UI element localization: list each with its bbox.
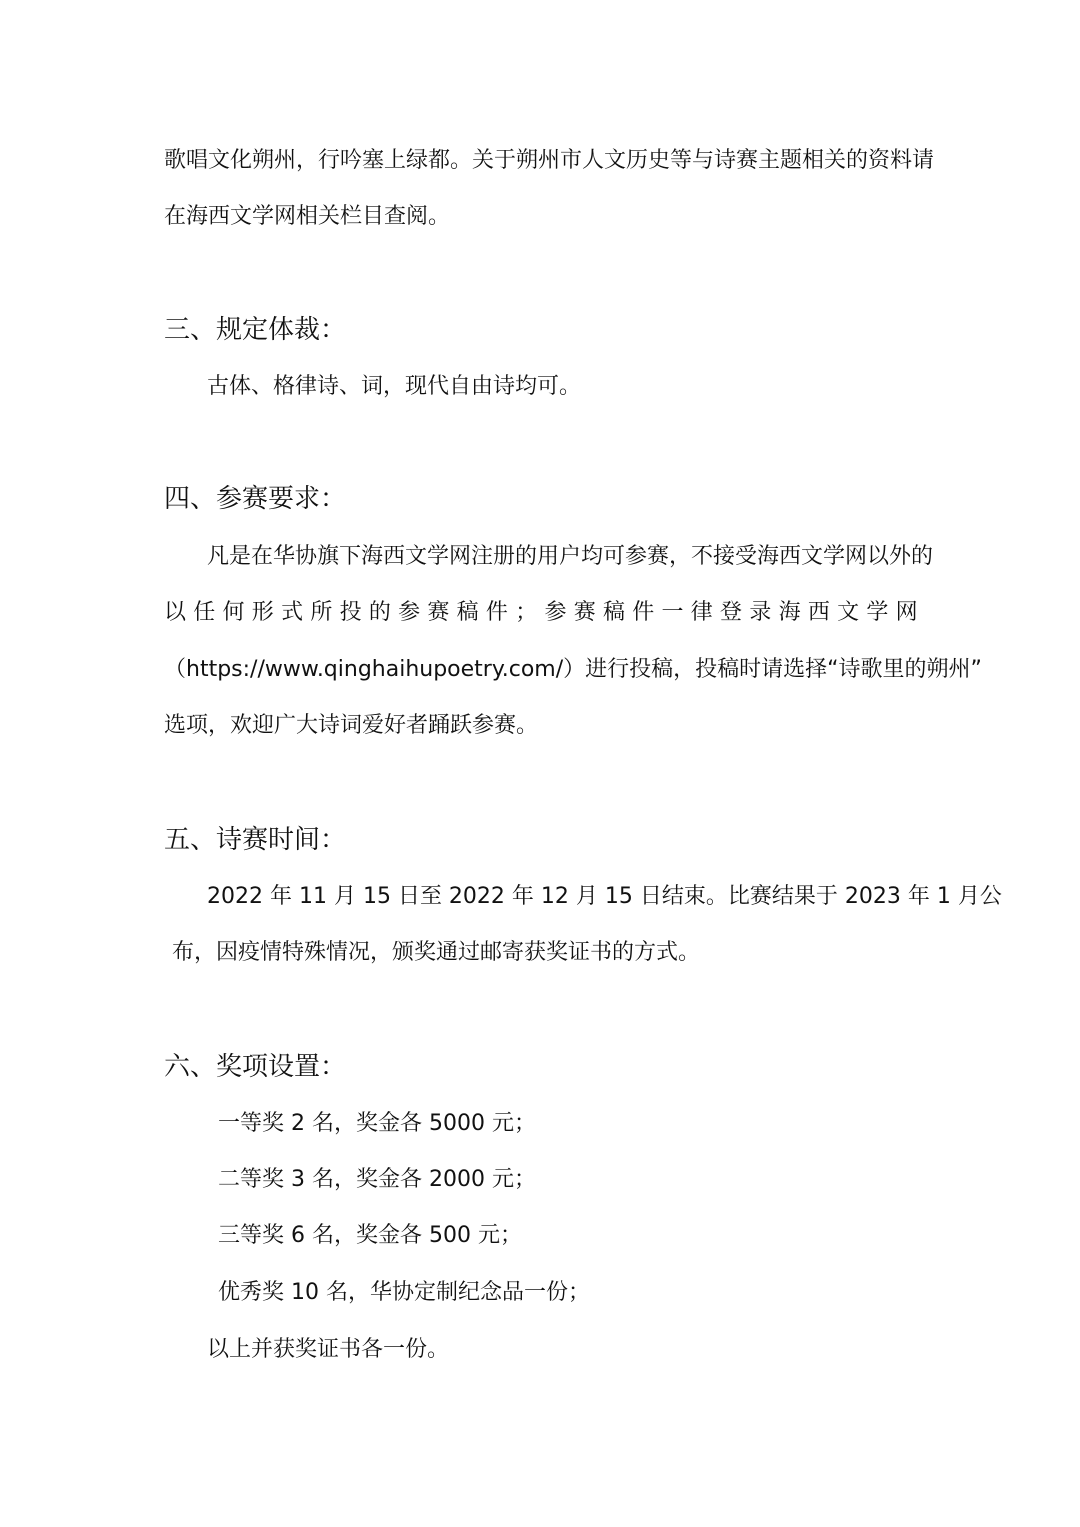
justified-char: 律 [690,600,713,625]
justified-char: 一 [661,600,684,625]
section-6-heading: 六、奖项设置： [164,1052,347,1082]
section-4-line-2 [164,598,918,628]
section-4-line-4: 选项，欢迎广大诗词爱好者踊跃参赛。 [164,713,539,738]
justified-char: 学 [866,600,889,625]
justified-char: 以 [164,600,187,625]
justified-char: 的 [368,600,391,625]
section-3-text: 古体、格律诗、词，现代自由诗均可。 [207,374,582,399]
section-4-line-3: （https://www.qinghaihupoetry.com/）进行投稿，投稿时请选择“诗歌里的朔州” [164,657,982,682]
prize-item-second: 二等奖 3 名，奖金各 2000 元； [218,1167,536,1192]
justified-char: 文 [837,600,860,625]
section-3-heading: 三、规定体裁： [164,315,347,345]
justified-char: 西 [807,600,830,625]
prize-item-third: 三等奖 6 名，奖金各 500 元； [218,1223,522,1248]
section-5-line-1: 2022 年 11 月 15 日至 2022 年 12 月 15 日结束。比赛结果于 2023 年 1 月公 [207,884,1002,909]
justified-char: 何 [222,600,245,625]
intro-line-2: 在海西文学网相关栏目查阅。 [164,204,451,229]
justified-char: 赛 [573,600,596,625]
section-5-line-2: 布，因疫情特殊情况，颁奖通过邮寄获奖证书的方式。 [172,940,701,965]
justified-char: 形 [251,600,274,625]
justified-char: 网 [895,600,918,625]
justified-char: 投 [339,600,362,625]
section-4-line-1: 凡是在华协旗下海西文学网注册的用户均可参赛，不接受海西文学网以外的 [207,544,934,569]
justified-char: 式 [281,600,304,625]
justified-char: 参 [544,600,567,625]
justified-char: 稿 [602,600,625,625]
justified-char: 参 [398,600,421,625]
justified-char: 件 [485,600,508,625]
section-5-heading: 五、诗赛时间： [164,825,347,855]
prize-footer: 以上并获奖证书各一份。 [207,1337,450,1362]
prize-item-first: 一等奖 2 名，奖金各 5000 元； [218,1111,536,1136]
intro-line-1: 歌唱文化朔州，行吟塞上绿都。关于朔州市人文历史等与诗赛主题相关的资料请 [164,148,935,173]
justified-char: 件 [632,600,655,625]
justified-char: 海 [778,600,801,625]
section-4-heading: 四、参赛要求： [164,484,347,514]
justified-char: 录 [749,600,772,625]
justified-char: 所 [310,600,333,625]
justified-char: 赛 [427,600,450,625]
justified-char: 任 [193,600,216,625]
justified-char: ； [515,600,538,625]
justified-char: 稿 [456,600,479,625]
prize-item-merit: 优秀奖 10 名，华协定制纪念品一份； [218,1280,590,1305]
justified-char: 登 [720,600,743,625]
